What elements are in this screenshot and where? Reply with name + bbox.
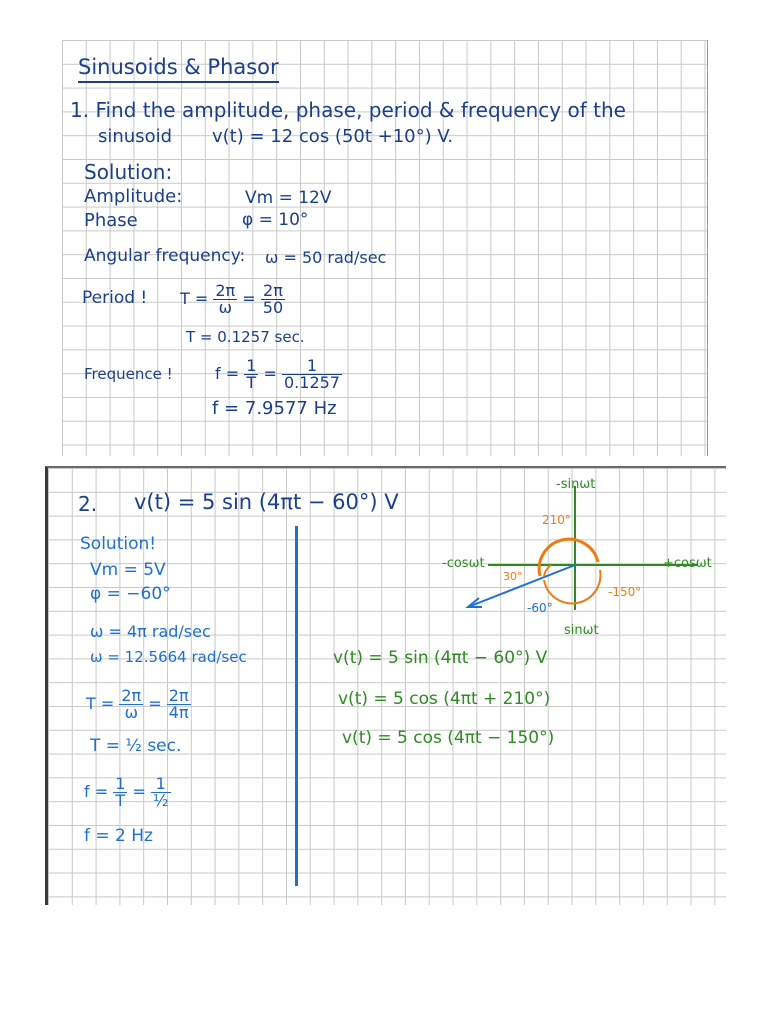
frequency-2-result: f = 2 Hz (84, 826, 153, 846)
period-fraction-2-numerator: 2π (261, 283, 285, 300)
angular-frequency-value: ω = 50 rad/sec (265, 248, 387, 267)
phase-value: φ = 10° (242, 210, 309, 230)
converted-equation-1: v(t) = 5 sin (4πt − 60°) V (333, 648, 548, 668)
frequency-result: f = 7.9577 Hz (212, 398, 337, 419)
phase-label: Phase (84, 210, 138, 231)
period-2-fraction-1-denominator: ω (124, 703, 138, 722)
converted-equation-2: v(t) = 5 cos (4πt + 210°) (338, 689, 551, 709)
amplitude-label: Amplitude: (84, 186, 183, 207)
frequency-fraction-1-denominator: T (246, 373, 257, 392)
diagram-label-neg-cos: -cosωt (442, 556, 485, 571)
angular-frequency-label: Angular frequency: (84, 246, 246, 266)
notebook-page-1 (62, 40, 708, 456)
frequency-equation: f = $\frac{1}{T}$ = $\frac{1}{0.1257}$ (215, 356, 340, 392)
period-2-fraction-1-numerator: 2π (121, 686, 142, 705)
omega-value-1: ω = 4π rad/sec (90, 622, 211, 641)
period-2-result: T = ½ sec. (90, 736, 182, 756)
frequency-2-equation: f = $\frac{1}{T}$ = $\frac{1}{\text{½}}$ (84, 774, 169, 810)
question-1-line-1: 1. Find the amplitude, phase, period & frequency of the (70, 98, 626, 122)
period-equation: T = $\frac{2\pi}{\omega}$ = $\frac{2\pi}{50}$ (180, 281, 284, 317)
diagram-label-pos-cos: +cosωt (663, 556, 712, 571)
vm-value: Vm = 5V (90, 560, 166, 580)
arc-minus-150 (544, 570, 600, 603)
period-2-fraction-2-numerator: 2π (168, 686, 189, 705)
angle-label-30: 30° (503, 570, 523, 583)
diagram-label-pos-sin: sinωt (564, 623, 599, 638)
frequency-2-fraction-2-numerator: 1 (151, 776, 171, 793)
period-label: Period ! (82, 288, 148, 308)
question-2-number: 2. (78, 492, 98, 516)
period-fraction-1-numerator: 2π (215, 281, 236, 300)
period-fraction-2-denominator: 50 (262, 298, 284, 317)
phi-value: φ = −60° (90, 584, 171, 604)
phasor-diagram (48, 468, 726, 905)
notebook-page-2 (45, 466, 726, 905)
diagram-label-neg-sin: -sinωt (556, 477, 596, 492)
question-2-equation: v(t) = 5 sin (4πt − 60°) V (134, 490, 399, 514)
page-heading: Sinusoids & Phasor (78, 57, 279, 78)
arc-210 (539, 539, 598, 576)
angle-label-minus-150: -150° (608, 585, 642, 599)
frequency-label: Frequence ! (84, 365, 173, 383)
period-2-fraction-2-denominator: 4π (168, 703, 189, 722)
amplitude-value: Vm = 12V (245, 188, 332, 208)
frequency-2-fraction-2-denominator: ½ (153, 791, 169, 810)
frequency-2-fraction-1-denominator: T (115, 791, 126, 810)
question-1-equation: v(t) = 12 cos (50t +10°) V. (212, 126, 454, 147)
solution-2-label: Solution! (80, 534, 157, 554)
frequency-fraction-1-numerator: 1 (246, 356, 257, 375)
frequency-fraction-2-numerator: 1 (282, 358, 342, 375)
angle-label-minus-60: -60° (527, 601, 553, 615)
period-result: T = 0.1257 sec. (186, 328, 305, 346)
solution-label: Solution: (84, 160, 173, 184)
converted-equation-3: v(t) = 5 cos (4πt − 150°) (342, 728, 555, 748)
period-fraction-1-denominator: ω (218, 298, 232, 317)
omega-value-2: ω = 12.5664 rad/sec (90, 648, 247, 666)
period-2-equation: T = $\frac{2\pi}{\omega}$ = $\frac{2\pi}{4\pi}$ (86, 686, 189, 722)
frequency-fraction-2-denominator: 0.1257 (284, 373, 340, 392)
frequency-2-fraction-1-numerator: 1 (115, 774, 126, 793)
angle-label-210: 210° (542, 513, 571, 527)
question-1-sinusoid-label: sinusoid (98, 126, 173, 147)
